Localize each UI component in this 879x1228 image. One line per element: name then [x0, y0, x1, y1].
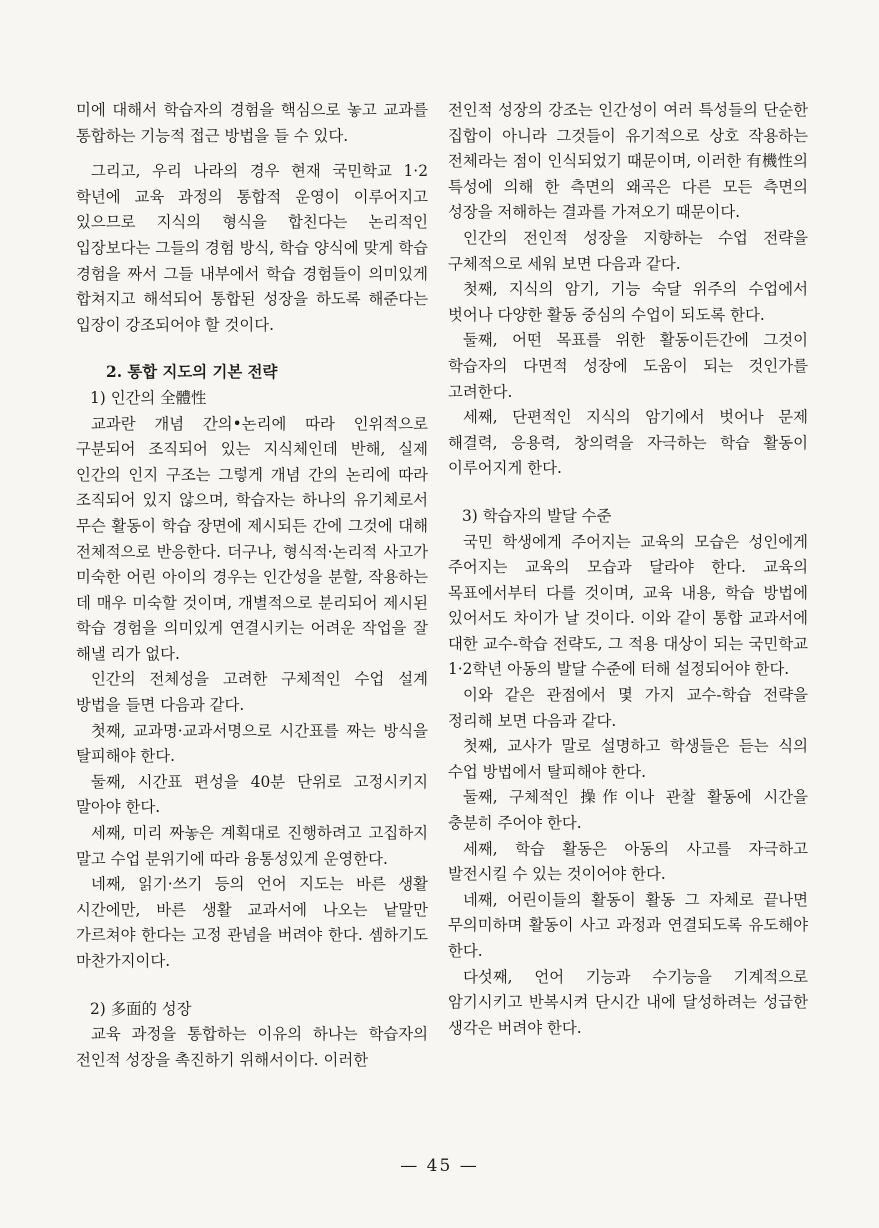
paragraph: 첫째, 교사가 말로 설명하고 학생들은 듣는 식의 수업 방법에서 탈피해야 한다. [448, 737, 808, 781]
subsection-heading: 1) 인간의 全體性 [90, 388, 207, 407]
paragraph: 세째, 단편적인 지식의 암기에서 벗어나 문제 해결력, 응용력, 창의력을 자극하는 학습 활동이 이루어지게 한다. [448, 408, 808, 478]
subsection-heading: 2) 多面的 성장 [90, 999, 192, 1018]
paragraph: 다섯째, 언어 기능과 수기능을 기계적으로 암기시키고 반복시켜 단시간 내에 달성하려는 성급한 생각은 버려야 한다. [448, 967, 808, 1037]
paragraph: 이와 같은 관점에서 몇 가지 교수-학습 전략을 정리해 보면 다음과 같다. [448, 686, 808, 730]
paragraph: 네째, 읽기·쓰기 등의 언어 지도는 바른 생활 시간에만, 바른 생활 교과서에 나오는 낱말만 가르쳐야 한다는 고정 관념을 버려야 한다. 셈하기도 마찬가지이다. [76, 875, 428, 970]
subsection-heading: 3) 학습자의 발달 수준 [462, 506, 612, 525]
paragraph: 전인적 성장의 강조는 인간성이 여러 특성들의 단순한 집합이 아니라 그것들이 유기적으로 상호 작용하는 전체라는 점이 인식되었기 때문이며, 이러한 有機性의 특성에 의해 한 측면의 왜곡은 다른 모든 측면의 성장을 저해하는 결과를 가져오기 때문이다. [448, 101, 808, 222]
paragraph: 세째, 미리 짜놓은 계획대로 진행하려고 고집하지 말고 수업 분위기에 따라 융통성있게 운영한다. [76, 824, 428, 868]
paragraph: 국민 학생에게 주어지는 교육의 모습은 성인에게 주어지는 교육의 모습과 달라야 한다. 교육의 목표에서부터 다를 것이며, 교육 내용, 학습 방법에 있어서도 차이가 날 것이다. 이와 같이 통합 교과서에 대한 교수-학습 전략도, 그 적용 대상이 되는 국민학교 1·2학년 아동의 발달 수준에 터해 설정되어야 한다. [448, 532, 808, 679]
paragraph: 인간의 전체성을 고려한 구체적인 수업 설계 방법을 들면 다음과 같다. [76, 670, 428, 715]
paragraph: 둘째, 시간표 편성을 40분 단위로 고정시키지 말아야 한다. [76, 772, 428, 817]
paragraph: 네째, 어린이들의 활동이 활동 그 자체로 끝나면 무의미하며 활동이 사고 과정과 연결되도록 유도해야 한다. [448, 890, 808, 960]
section-heading: 2. 통합 지도의 기본 전략 [106, 363, 278, 382]
paragraph: 첫째, 지식의 암기, 기능 숙달 위주의 수업에서 벗어나 다양한 활동 중심의 수업이 되도록 한다. [448, 280, 808, 324]
paragraph: 세째, 학습 활동은 아동의 사고를 자극하고 발전시킬 수 있는 것이어야 한다. [448, 839, 808, 884]
paragraph: 교육 과정을 통합하는 이유의 하나는 학습자의 전인적 성장을 촉진하기 위해서이다. 이러한 [76, 1025, 428, 1069]
paragraph: 둘째, 구체적인 操作이나 관찰 활동에 시간을 충분히 주어야 한다. [448, 788, 808, 833]
paragraph: 그리고, 우리 나라의 경우 현재 국민학교 1·2 학년에 교육 과정의 통합적 운영이 이루어지고 있으므로 지식의 형식을 합친다는 논리적인 입장보다는 그들의 경험 방식, 학습 양식에 맞게 학습 경험을 짜서 그들 내부에서 학습 경험들이 의미있게 합쳐지고 해석되어 통합된 성장을 하도록 해준다는 입장이 강조되어야 할 것이다. [76, 162, 428, 334]
paragraph: 둘째, 어떤 목표를 위한 활동이든간에 그것이 학습자의 다면적 성장에 도움이 되는 것인가를 고려한다. [448, 331, 808, 401]
left-column [76, 98, 428, 1073]
page-number: — 45 — [400, 1156, 479, 1176]
paragraph: 첫째, 교과명·교과서명으로 시간표를 짜는 방식을 탈피해야 한다. [76, 721, 428, 766]
paragraph: 미에 대해서 학습자의 경험을 핵심으로 놓고 교과를 통합하는 기능적 접근 방법을 들 수 있다. [76, 101, 428, 145]
right-column [448, 98, 808, 1041]
paragraph: 교과란 개념 간의•논리에 따라 인위적으로 구분되어 조직되어 있는 지식체인데 반해, 실제 인간의 인지 구조는 그렇게 개념 간의 논리에 따라 조직되어 있지 않으며, 학습자는 하나의 유기체로서 무슨 활동이 학습 장면에 제시되든 간에 그것에 대해 전체적으로 반응한다. 더구나, 형식적·논리적 사고가 미숙한 어린 아이의 경우는 인간성을 분할, 작용하는 데 매우 미숙할 것이며, 개별적으로 분리되어 제시된 학습 경험을 의미있게 연결시키는 어려운 작업을 잘 해낼 리가 없다. [76, 414, 428, 663]
paragraph: 인간의 전인적 성장을 지향하는 수업 전략을 구체적으로 세워 보면 다음과 같다. [448, 228, 808, 273]
